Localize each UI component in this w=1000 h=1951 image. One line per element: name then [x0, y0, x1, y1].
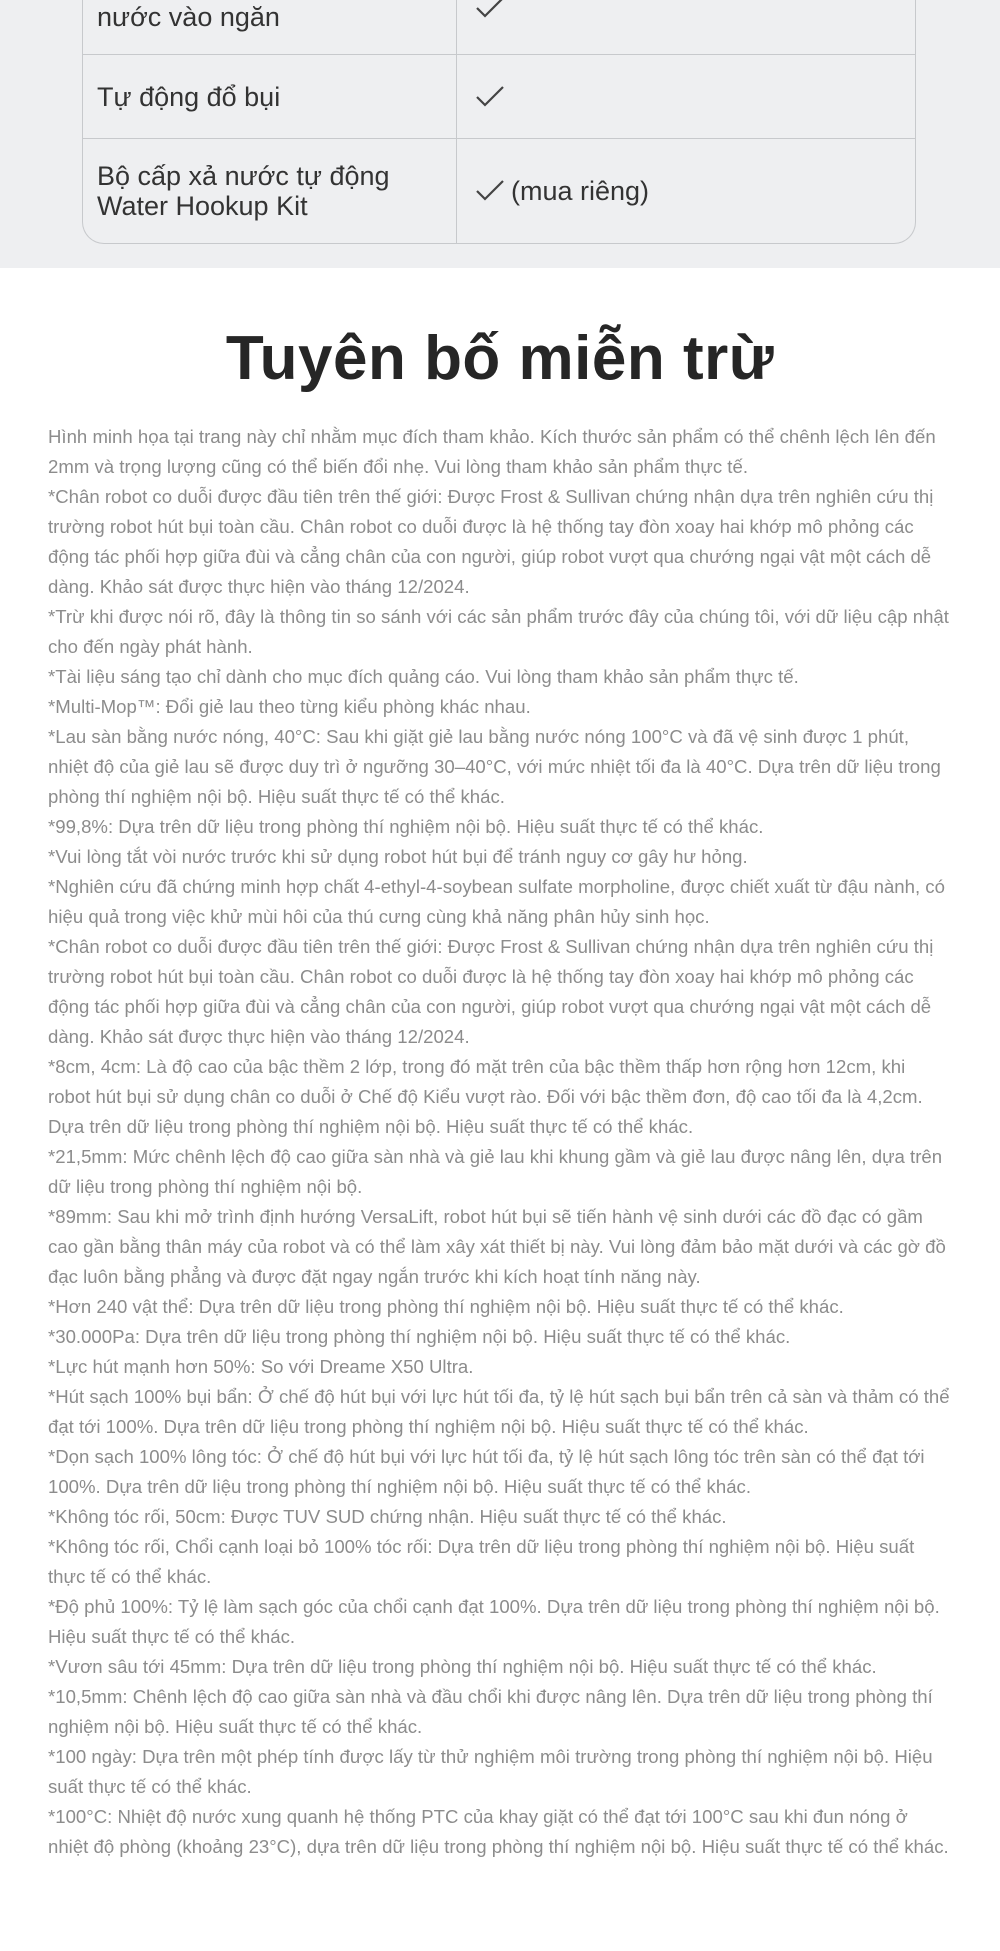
disclaimer-paragraph: *10,5mm: Chênh lệch độ cao giữa sàn nhà và đầu chổi khi được nâng lên. Dựa trên dữ liệu trong phòng thí nghiệm nội bộ. Hiệu suất thực tế có thể khác.: [48, 1686, 933, 1737]
disclaimer-paragraph: *99,8%: Dựa trên dữ liệu trong phòng thí nghiệm nội bộ. Hiệu suất thực tế có thể khác.: [48, 816, 764, 837]
disclaimer-section: [0, 268, 1000, 1862]
disclaimer-paragraph: *Vui lòng tắt vòi nước trước khi sử dụng robot hút bụi để tránh nguy cơ gây hư hỏng.: [48, 846, 748, 867]
disclaimer-paragraph: *Vươn sâu tới 45mm: Dựa trên dữ liệu trong phòng thí nghiệm nội bộ. Hiệu suất thực tế có thể khác.: [48, 1656, 877, 1677]
disclaimer-paragraph: *Dọn sạch 100% lông tóc: Ở chế độ hút bụi với lực hút tối đa, tỷ lệ hút sạch lông tóc trên sàn có thể đạt tới 100%. Dựa trên dữ liệu trong phòng thí nghiệm nội bộ. Hiệu suất thực tế có thể khác.: [48, 1446, 925, 1497]
checkmark-icon: [475, 85, 505, 109]
disclaimer-paragraph: *89mm: Sau khi mở trình định hướng VersaLift, robot hút bụi sẽ tiến hành vệ sinh dưới các đồ đạc có gầm cao gần bằng thân máy của robot và có thể làm xây xát thiết bị này. Vui lòng đảm bảo mặt dưới và các gờ đồ đạc luôn bằng phẳng và được đặt ngay ngắn trước khi kích hoạt tính năng này.: [48, 1206, 946, 1287]
spec-feature-label: Tự động đổ bụi: [83, 55, 457, 138]
spec-value: [457, 139, 915, 243]
spec-value: [457, 0, 915, 54]
spec-row: [83, 0, 915, 54]
spec-feature-label: Bộ cấp xả nước tự động Water Hookup Kit: [83, 139, 457, 243]
disclaimer-paragraph: *Hút sạch 100% bụi bẩn: Ở chế độ hút bụi với lực hút tối đa, tỷ lệ hút sạch bụi bẩn trên cả sàn và thảm có thể đạt tới 100%. Dựa trên dữ liệu trong phòng thí nghiệm nội bộ. Hiệu suất thực tế có thể khác.: [48, 1386, 950, 1437]
disclaimer-paragraph: *Chân robot co duỗi được đầu tiên trên thế giới: Được Frost & Sullivan chứng nhận dựa trên nghiên cứu thị trường robot hút bụi toàn cầu. Chân robot co duỗi được là hệ thống tay đòn xoay hai khớp mô phỏng các động tác phối hợp giữa đùi và cẳng chân của con người, giúp robot vượt qua chướng ngại vật một cách dễ dàng. Khảo sát được thực hiện vào tháng 12/2024.: [48, 486, 934, 597]
disclaimer-paragraph: *Lực hút mạnh hơn 50%: So với Dreame X50 Ultra.: [48, 1356, 474, 1377]
disclaimer-paragraph: *Tài liệu sáng tạo chỉ dành cho mục đích quảng cáo. Vui lòng tham khảo sản phẩm thực tế.: [48, 666, 799, 687]
disclaimer-paragraph: *Trừ khi được nói rõ, đây là thông tin so sánh với các sản phẩm trước đây của chúng tôi, với dữ liệu cập nhật cho đến ngày phát hành.: [48, 606, 949, 657]
spec-table: [82, 0, 916, 244]
disclaimer-paragraph: *Lau sàn bằng nước nóng, 40°C: Sau khi giặt giẻ lau bằng nước nóng 100°C và đã vệ sinh được 1 phút, nhiệt độ của giẻ lau sẽ được duy trì ở ngưỡng 30–40°C, với mức nhiệt tối đa là 40°C. Dựa trên dữ liệu trong phòng thí nghiệm nội bộ. Hiệu suất thực tế có thể khác.: [48, 726, 941, 807]
checkmark-icon: [475, 179, 505, 203]
spec-row: [83, 54, 915, 138]
disclaimer-paragraph: *21,5mm: Mức chênh lệch độ cao giữa sàn nhà và giẻ lau khi khung gầm và giẻ lau được nâng lên, dựa trên dữ liệu trong phòng thí nghiệm nội bộ.: [48, 1146, 943, 1197]
disclaimer-paragraph: *Multi-Mop™: Đổi giẻ lau theo từng kiểu phòng khác nhau.: [48, 696, 531, 717]
disclaimer-paragraph: *100 ngày: Dựa trên một phép tính được lấy từ thử nghiệm môi trường trong phòng thí nghiệm nội bộ. Hiệu suất thực tế có thể khác.: [48, 1746, 933, 1797]
disclaimer-paragraph: *30.000Pa: Dựa trên dữ liệu trong phòng thí nghiệm nội bộ. Hiệu suất thực tế có thể khác.: [48, 1326, 791, 1347]
disclaimer-paragraph: *Không tóc rối, Chổi cạnh loại bỏ 100% tóc rối: Dựa trên dữ liệu trong phòng thí nghiệm nội bộ. Hiệu suất thực tế có thể khác.: [48, 1536, 915, 1587]
disclaimer-body: [48, 422, 952, 1862]
disclaimer-paragraph: *Không tóc rối, 50cm: Được TUV SUD chứng nhận. Hiệu suất thực tế có thể khác.: [48, 1506, 727, 1527]
disclaimer-paragraph: *Chân robot co duỗi được đầu tiên trên thế giới: Được Frost & Sullivan chứng nhận dựa trên nghiên cứu thị trường robot hút bụi toàn cầu. Chân robot co duỗi được là hệ thống tay đòn xoay hai khớp mô phỏng các động tác phối hợp giữa đùi và cẳng chân của con người, giúp robot vượt qua chướng ngại vật một cách dễ dàng. Khảo sát được thực hiện vào tháng 12/2024.: [48, 936, 934, 1047]
spec-comparison-section: [0, 0, 1000, 268]
disclaimer-paragraph: *8cm, 4cm: Là độ cao của bậc thềm 2 lớp, trong đó mặt trên của bậc thềm thấp hơn rộng hơn 12cm, khi robot hút bụi sử dụng chân co duỗi ở Chế độ Kiểu vượt rào. Đối với bậc thềm đơn, độ cao tối đa là 4,2cm. Dựa trên dữ liệu trong phòng thí nghiệm nội bộ. Hiệu suất thực tế có thể khác.: [48, 1056, 923, 1137]
spec-value: [457, 55, 915, 138]
disclaimer-paragraph: *Nghiên cứu đã chứng minh hợp chất 4-ethyl-4-soybean sulfate morpholine, được chiết xuất từ đậu nành, có hiệu quả trong việc khử mùi hôi của thú cưng cùng khả năng phân hủy sinh học.: [48, 876, 945, 927]
disclaimer-title: Tuyên bố miễn trừ: [225, 324, 775, 393]
checkmark-icon: [475, 0, 505, 20]
disclaimer-paragraph: *100°C: Nhiệt độ nước xung quanh hệ thống PTC của khay giặt có thể đạt tới 100°C sau khi đun nóng ở nhiệt độ phòng (khoảng 23°C), dựa trên dữ liệu trong phòng thí nghiệm nội bộ. Hiệu suất thực tế có thể khác.: [48, 1806, 949, 1857]
disclaimer-paragraph: Hình minh họa tại trang này chỉ nhằm mục đích tham khảo. Kích thước sản phẩm có thể chênh lệch lên đến 2mm và trọng lượng cũng có thể biến đổi nhẹ. Vui lòng tham khảo sản phẩm thực tế.: [48, 426, 936, 477]
spec-value-note: (mua riêng): [511, 175, 650, 206]
spec-row: [83, 138, 915, 243]
disclaimer-paragraph: *Độ phủ 100%: Tỷ lệ làm sạch góc của chổi cạnh đạt 100%. Dựa trên dữ liệu trong phòng thí nghiệm nội bộ. Hiệu suất thực tế có thể khác.: [48, 1596, 940, 1647]
spec-feature-label: nước vào ngăn: [83, 0, 457, 54]
disclaimer-paragraph: *Hơn 240 vật thể: Dựa trên dữ liệu trong phòng thí nghiệm nội bộ. Hiệu suất thực tế có thể khác.: [48, 1296, 844, 1317]
